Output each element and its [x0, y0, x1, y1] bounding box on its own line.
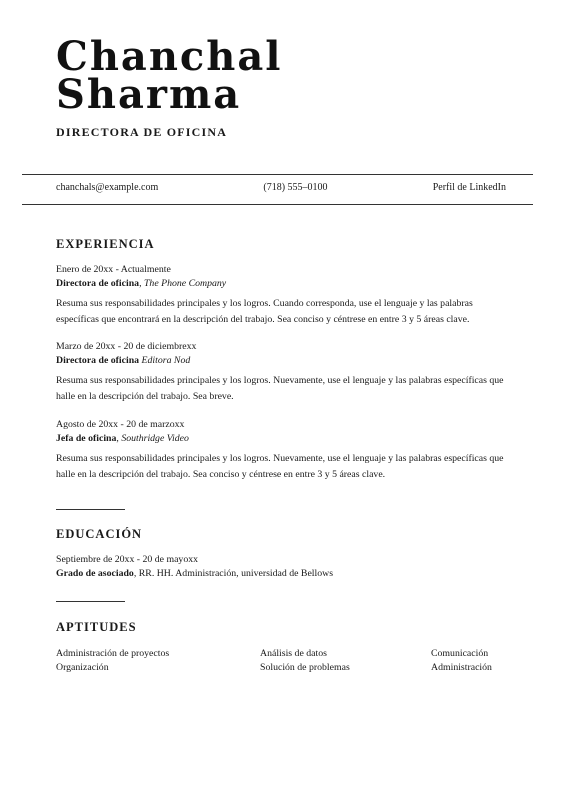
contact-top-divider — [22, 174, 533, 175]
education-degree-line: Grado de asociado, RR. HH. Administración, universidad de Bellows — [56, 568, 334, 579]
contact-bottom-divider — [22, 204, 533, 205]
experience-company: The Phone Company — [143, 278, 227, 289]
section-divider — [56, 509, 125, 510]
experience-role-line: Jefa de oficina, Southridge Video — [56, 433, 189, 444]
contact-bar — [56, 182, 506, 193]
experience-item — [56, 418, 511, 483]
experience-item — [56, 263, 511, 328]
skills-heading: APTITUDES — [56, 620, 137, 634]
experience-description: Resuma sus responsabilidades principales y los logros. Nuevamente, use el lenguaje y las palabras específicas que halle en la descripción del trabajo. Sea conciso y céntrese en entre 3 y 5 áreas clave. — [56, 453, 504, 480]
education-degree: Grado de asociado — [56, 568, 134, 579]
education-dates: Septiembre de 20xx - 20 de mayoxx — [56, 554, 199, 565]
section-divider — [56, 601, 125, 602]
experience-company: Southridge Video — [121, 433, 189, 444]
experience-company: Editora Nod — [141, 355, 191, 366]
last-name: Sharma — [56, 71, 242, 118]
phone-number: (718) 555–0100 — [263, 182, 328, 193]
experience-dates: Agosto de 20xx - 20 de marzoxx — [56, 419, 185, 430]
education-heading: EDUCACIÓN — [56, 527, 143, 541]
education-item — [56, 553, 511, 581]
experience-role: Directora de oficina — [56, 278, 140, 289]
candidate-name — [56, 33, 283, 118]
email-link[interactable]: chanchals@example.com — [56, 182, 159, 193]
skill-item: Solución de problemas — [260, 662, 350, 673]
skill-item: Organización — [56, 662, 109, 673]
experience-heading: EXPERIENCIA — [56, 237, 155, 251]
experience-description: Resuma sus responsabilidades principales y los logros. Cuando corresponda, use el lenguaje y las palabras específicas que encontrará en la descripción del trabajo. Sea conciso y céntrese en entre 3 y 5 áreas clave. — [56, 298, 473, 325]
experience-role: Jefa de oficina — [56, 433, 117, 444]
job-title: DIRECTORA DE OFICINA — [56, 125, 228, 139]
experience-dates: Enero de 20xx - Actualmente — [56, 264, 171, 275]
skill-item: Administración de proyectos — [56, 648, 170, 659]
skill-item: Comunicación — [431, 648, 489, 659]
experience-item — [56, 340, 511, 405]
experience-role-line — [56, 354, 511, 368]
skill-item: Administración — [431, 662, 492, 673]
education-details: RR. HH. Administración, universidad de Bellows — [138, 568, 334, 579]
experience-role: Directora de oficina — [56, 355, 140, 366]
experience-role-line: Directora de oficina, The Phone Company — [56, 278, 227, 289]
skill-item: Análisis de datos — [260, 648, 327, 659]
first-name: Chanchal — [56, 33, 283, 80]
experience-description: Resuma sus responsabilidades principales y los logros. Nuevamente, use el lenguaje y las palabras específicas que halle en la descripción del trabajo. Sea breve. — [56, 375, 504, 402]
linkedin-link[interactable]: Perfil de LinkedIn — [432, 182, 506, 193]
experience-dates: Marzo de 20xx - 20 de diciembrexx — [56, 341, 197, 352]
